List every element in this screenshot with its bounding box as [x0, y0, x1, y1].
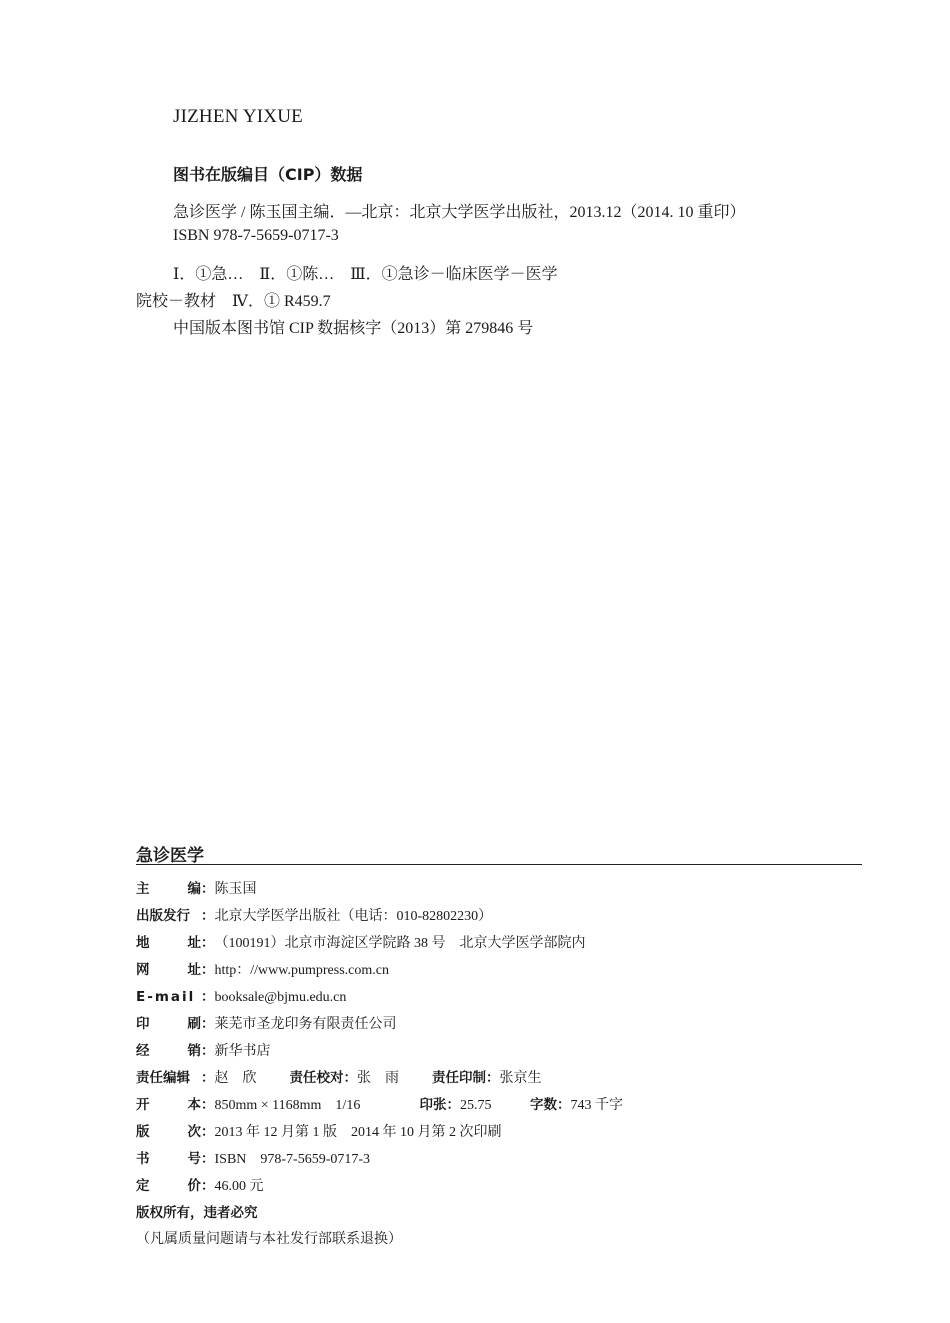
- row-website: 网 址 ： http：//www.pumpress.com.cn: [136, 958, 389, 979]
- row-responsibility: 责任编辑 ： 赵 欣 责任校对 ： 张 雨 责任印制 ： 张京生: [136, 1066, 542, 1087]
- publisher-label: 出版发行: [136, 908, 190, 924]
- row-copyright: [136, 1201, 258, 1221]
- return-notice: （凡属质量问题请与本社发行部联系退换）: [136, 1232, 402, 1247]
- proofreader-label: 责任校对: [289, 1070, 344, 1086]
- proofreader-value: 张 雨: [357, 1071, 399, 1086]
- email-label: E-mail: [136, 989, 196, 1005]
- editor-label: 主 编: [136, 881, 201, 897]
- row-address: 地 址 ： （100191）北京市海淀区学院路 38 号 北京大学医学部院内: [136, 931, 586, 952]
- row-distributor: 经 销 ： 新华书店: [136, 1039, 271, 1060]
- printer-label: 印 刷: [136, 1016, 201, 1032]
- resp-editor-value: 赵 欣: [214, 1071, 257, 1086]
- row-format: 开 本 ： 850mm × 1168mm 1/16 印张 ： 25.75 字数 ： 743 千字: [136, 1093, 623, 1114]
- sheets-label: 印张: [419, 1097, 447, 1113]
- row-price: 定 价 ： 46.00 元: [136, 1174, 264, 1195]
- cip-line-record-number: 中国版本图书馆 CIP 数据核字（2013）第 279846 号: [173, 320, 534, 337]
- row-email: E-mail ： booksale@bjmu.edu.cn: [136, 989, 347, 1005]
- cip-line-classification-cont: 院校－教材 Ⅳ．① R459.7: [136, 293, 331, 310]
- distributor-label: 经 销: [136, 1043, 201, 1059]
- website-label: 网 址: [136, 962, 201, 978]
- address-value: （100191）北京市海淀区学院路 38 号 北京大学医学部院内: [214, 936, 586, 951]
- print-manager-label: 责任印制: [432, 1070, 486, 1086]
- words-value: 743 千字: [570, 1098, 623, 1113]
- row-editor: 主 编 ： 陈玉国: [136, 877, 257, 898]
- edition-label: 版 次: [136, 1124, 201, 1140]
- distributor-value: 新华书店: [214, 1044, 271, 1059]
- sheets-value: 25.75: [460, 1098, 492, 1113]
- publisher-value: 北京大学医学出版社（电话：010-82802230）: [214, 909, 493, 924]
- format-value: 850mm × 1168mm 1/16: [214, 1098, 361, 1113]
- cip-line-classification: Ⅰ．①急… Ⅱ．①陈… Ⅲ．①急诊－临床医学－医学: [173, 266, 558, 283]
- cip-line-isbn: ISBN 978-7-5659-0717-3: [173, 227, 339, 244]
- row-isbn: 书 号 ： ISBN 978-7-5659-0717-3: [136, 1147, 370, 1168]
- resp-editor-label: 责任编辑: [136, 1070, 190, 1086]
- editor-value: 陈玉国: [214, 882, 257, 897]
- row-publisher: 出版发行 ： 北京大学医学出版社（电话：010-82802230）: [136, 904, 492, 925]
- address-label: 地 址: [136, 935, 201, 951]
- printer-value: 莱芜市圣龙印务有限责任公司: [214, 1017, 397, 1032]
- email-value: booksale@bjmu.edu.cn: [214, 990, 347, 1005]
- print-manager-value: 张京生: [499, 1071, 542, 1086]
- book-title: 急诊医学: [136, 846, 204, 866]
- edition-value: 2013 年 12 月第 1 版 2014 年 10 月第 2 次印刷: [214, 1125, 502, 1140]
- pinyin-title: JIZHEN YIXUE: [173, 106, 303, 127]
- price-label: 定 价: [136, 1178, 201, 1194]
- format-label: 开 本: [136, 1097, 201, 1113]
- row-notice: [136, 1228, 402, 1248]
- website-value: http：//www.pumpress.com.cn: [214, 963, 389, 978]
- divider-line: [136, 864, 862, 865]
- cip-heading: 图书在版编目（CIP）数据: [173, 165, 363, 184]
- row-printer: 印 刷 ： 莱芜市圣龙印务有限责任公司: [136, 1012, 397, 1033]
- row-edition: 版 次 ： 2013 年 12 月第 1 版 2014 年 10 月第 2 次印刷: [136, 1120, 502, 1141]
- cip-line-title: 急诊医学 / 陈玉国主编．—北京：北京大学医学出版社，2013.12（2014. 10 重印）: [173, 204, 746, 221]
- words-label: 字数: [530, 1097, 557, 1113]
- copyright-notice: 版权所有，违者必究: [136, 1205, 258, 1221]
- isbn-label: 书 号: [136, 1151, 201, 1167]
- isbn-value: ISBN 978-7-5659-0717-3: [214, 1152, 371, 1167]
- price-value: 46.00 元: [214, 1179, 264, 1194]
